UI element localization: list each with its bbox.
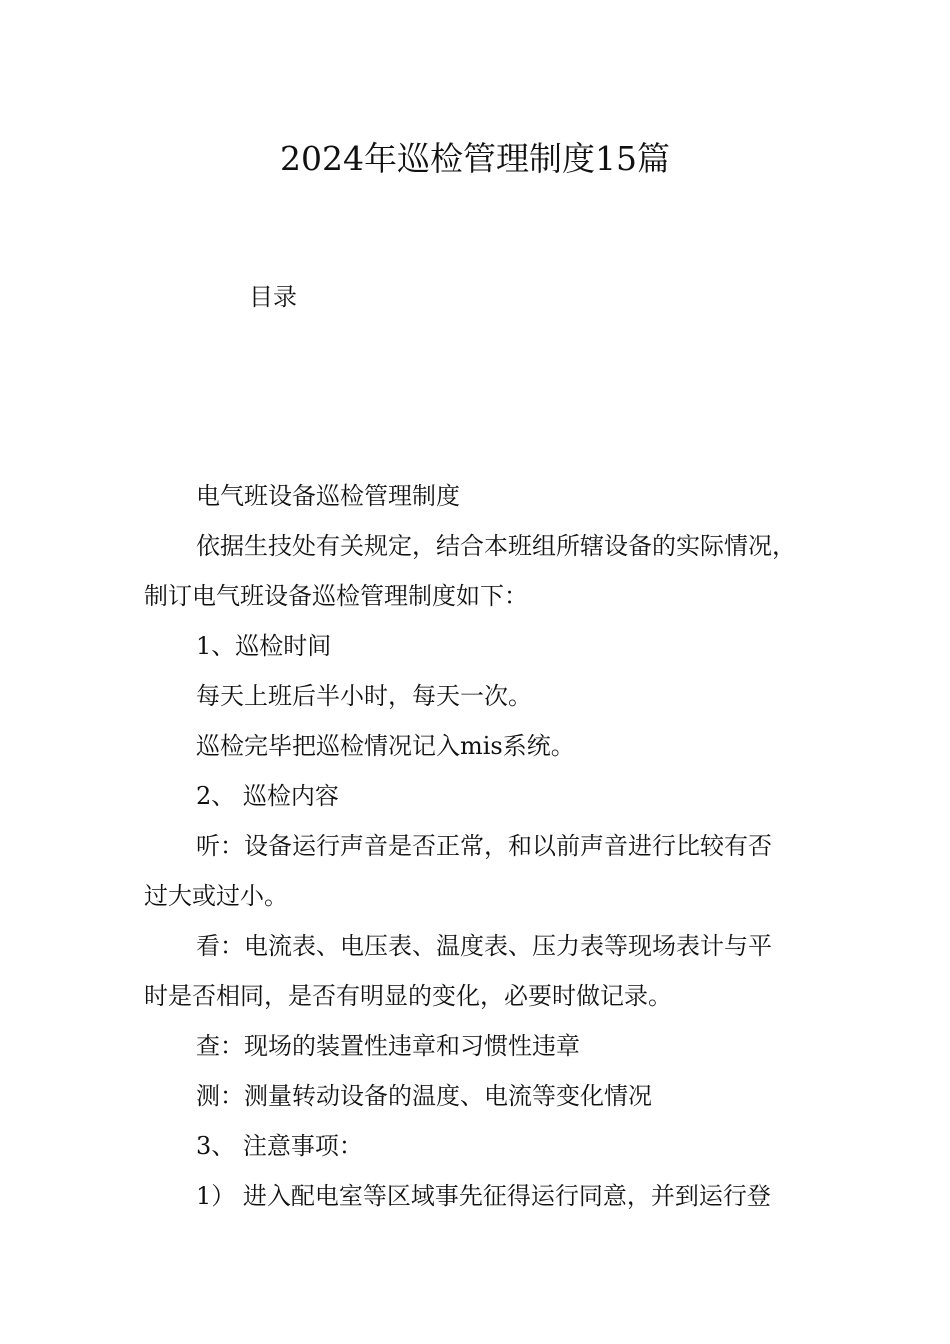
paragraph-line: 查：现场的装置性违章和习惯性违章: [196, 1032, 580, 1060]
paragraph-line: 过大或过小。: [144, 882, 288, 910]
list-item-heading: 1、巡检时间: [196, 632, 332, 660]
paragraph-line: 听：设备运行声音是否正常，和以前声音进行比较有否: [196, 832, 772, 860]
paragraph-line: 依据生技处有关规定，结合本班组所辖设备的实际情况，: [196, 532, 796, 560]
paragraph-line: 时是否相同，是否有明显的变化，必要时做记录。: [144, 982, 672, 1010]
paragraph-line: 巡检完毕把巡检情况记入mis系统。: [196, 732, 575, 760]
list-item-heading: 3、 注意事项：: [196, 1132, 363, 1160]
list-item-heading: 2、 巡检内容: [196, 782, 339, 810]
toc-heading: 目录: [249, 283, 297, 311]
document-title: 2024年巡检管理制度15篇: [280, 139, 670, 178]
paragraph-line: 看：电流表、电压表、温度表、压力表等现场表计与平: [196, 932, 772, 960]
section-heading: 电气班设备巡检管理制度: [196, 482, 460, 510]
paragraph-line: 制订电气班设备巡检管理制度如下：: [144, 582, 528, 610]
paragraph-line: 测：测量转动设备的温度、电流等变化情况: [196, 1082, 652, 1110]
paragraph-line: 1） 进入配电室等区域事先征得运行同意，并到运行登: [196, 1182, 771, 1210]
paragraph-line: 每天上班后半小时，每天一次。: [196, 682, 532, 710]
